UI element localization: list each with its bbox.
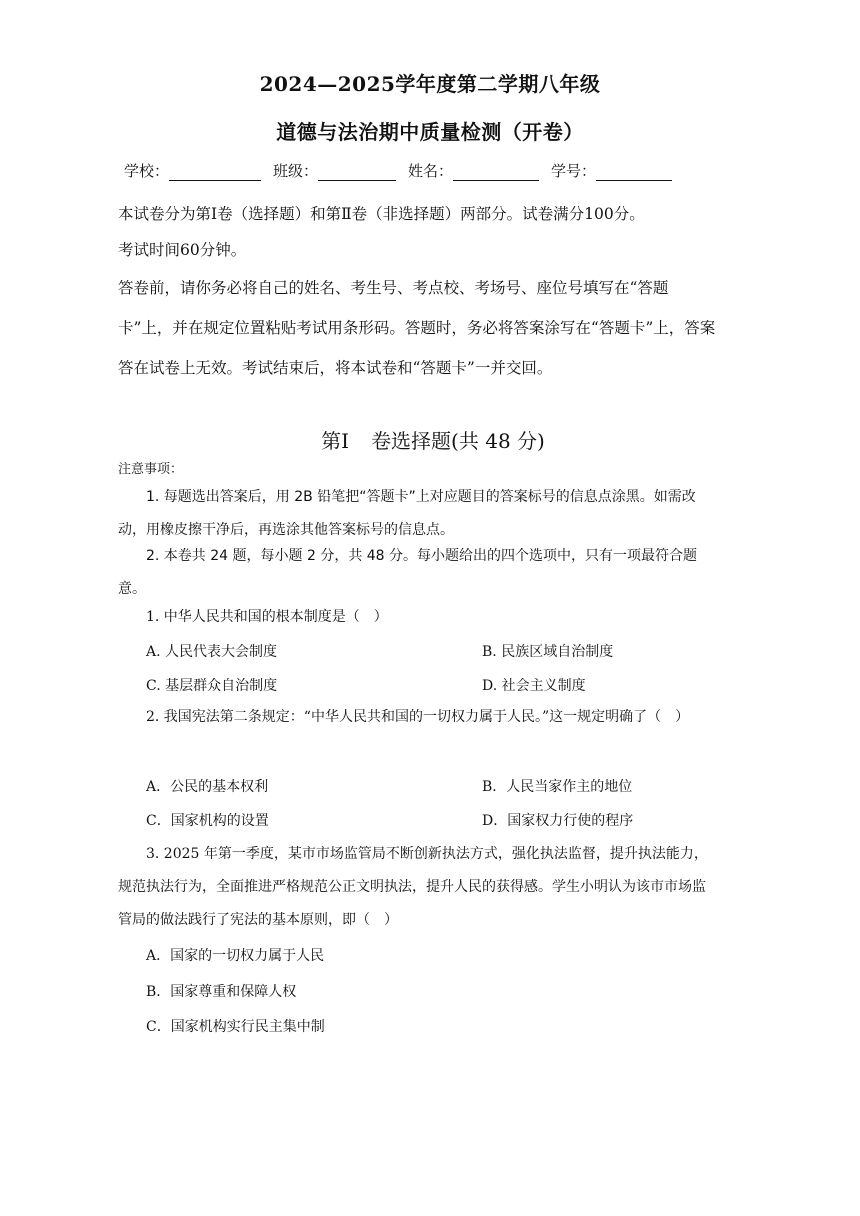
intro-line1: 本试卷分为第Ⅰ卷（选择题）和第Ⅱ卷（非选择题）两部分。试卷满分100分。	[118, 205, 645, 223]
question-1-stem: 1. 中华人民共和国的根本制度是（ ）	[146, 609, 388, 625]
exam-title-line1: 2024—2025学年度第二学期八年级	[259, 72, 601, 96]
intro-line2: 考试时间60分钟。	[118, 241, 247, 259]
notice-item-2: 2. 本卷共 24 题，每小题 2 分，共 48 分。每小题给出的四个选项中，只有一项最符合题意。	[118, 548, 698, 597]
name-label: 姓名：	[408, 162, 454, 180]
section1-heading	[0, 425, 860, 454]
question-2-option-c[interactable]: C．国家机构的设置	[146, 813, 269, 829]
question-1-option-d[interactable]: D. 社会主义制度	[482, 678, 586, 694]
class-blank[interactable]	[318, 164, 396, 181]
notice-item-1: 1. 每题选出答案后，用 2B 铅笔把“答题卡”上对应题目的答案标号的信息点涂黑。如需改动，用橡皮擦干净后，再选涂其他答案标号的信息点。	[118, 489, 696, 538]
school-label: 学校：	[124, 162, 170, 180]
name-blank[interactable]	[453, 164, 539, 181]
exam-title-line2: 道德与法治期中质量检测（开卷）	[276, 120, 584, 144]
section1-prefix: 第Ⅰ	[321, 429, 350, 453]
question-1-option-b[interactable]: B. 民族区域自治制度	[482, 644, 614, 660]
section1-title: 卷选择题(共 48 分)	[371, 429, 545, 453]
question-3-option-c[interactable]: C．国家机构实行民主集中制	[146, 1019, 325, 1035]
question-3-option-a[interactable]: A．国家的一切权力属于人民	[146, 948, 325, 964]
question-3-stem: 3. 2025 年第一季度，某市市场监管局不断创新执法方式，强化执法监督，提升执法能力，规范执法行为，全面推进严格规范公正文明执法，提升人民的获得感。学生小明认为该市市场监管局的做法践行了宪法的基本原则，即（ ）	[118, 846, 708, 928]
question-2-option-d[interactable]: D．国家权力行使的程序	[482, 813, 634, 829]
question-2-option-a[interactable]: A．公民的基本权利	[146, 779, 269, 795]
question-2-stem: 2. 我国宪法第二条规定：“中华人民共和国的一切权力属于人民。”这一规定明确了（ ）	[146, 709, 690, 725]
id-label: 学号：	[551, 162, 597, 180]
class-label: 班级：	[273, 162, 319, 180]
question-1-option-c[interactable]: C. 基层群众自治制度	[146, 678, 278, 694]
student-info-row	[124, 160, 684, 181]
school-blank[interactable]	[169, 164, 261, 181]
instructions-paragraph: 答卷前，请你务必将自己的姓名、考生号、考点校、考场号、座位号填写在“答题卡”上，并在规定位置粘贴考试用条形码。答题时，务必将答案涂写在“答题卡”上，答案答在试卷上无效。考试结束后，将本试卷和“答题卡”一并交回。	[118, 279, 716, 377]
question-3-option-b[interactable]: B．国家尊重和保障人权	[146, 984, 297, 1000]
notice-title: 注意事项：	[118, 462, 184, 477]
id-blank[interactable]	[596, 164, 672, 181]
question-1-option-a[interactable]: A. 人民代表大会制度	[146, 644, 278, 660]
question-2-option-b[interactable]: B．人民当家作主的地位	[482, 779, 633, 795]
